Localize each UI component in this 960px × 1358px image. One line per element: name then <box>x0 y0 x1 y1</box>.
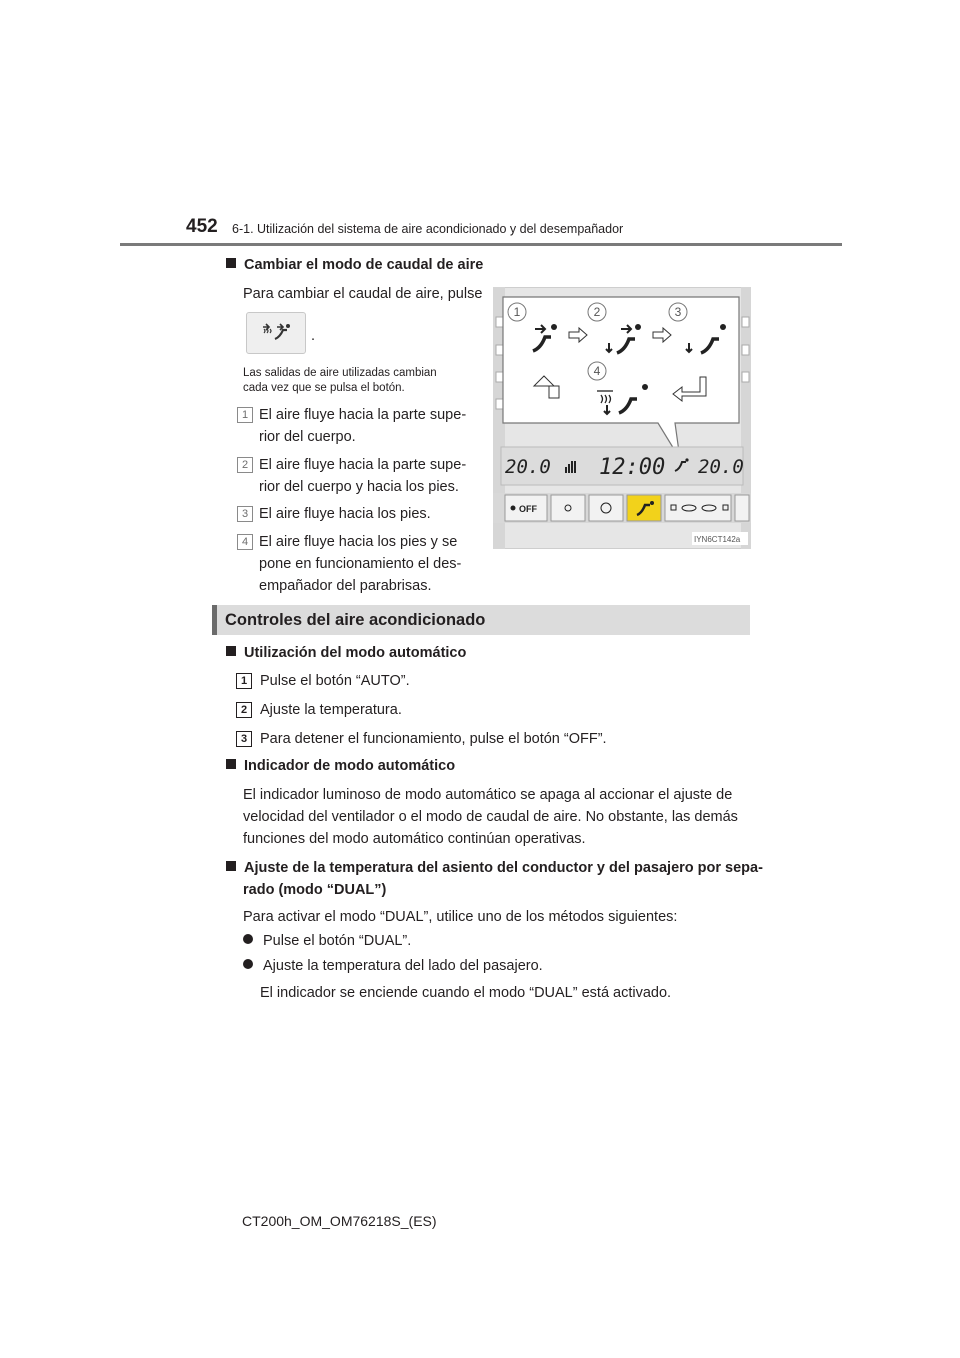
climate-panel-illustration <box>493 287 751 549</box>
step-number: 3 <box>236 731 252 747</box>
header-divider <box>120 243 842 246</box>
dual-mode-note: El indicador se enciende cuando el modo “DUAL” está activado. <box>260 985 672 1001</box>
list-item: El aire fluye hacia la parte supe- rior del cuerpo y hacia los pies. <box>259 457 467 495</box>
list-item: Ajuste la temperatura del lado del pasajero. <box>243 955 543 977</box>
step-number: 1 <box>236 673 252 689</box>
dual-mode-heading: Ajuste de la temperatura del asiento del conductor y del pasajero por sepa- rado (modo “DUAL”) <box>226 857 763 901</box>
footer-code: CT200h_OM_OM76218S_(ES) <box>242 1213 437 1229</box>
callout-1: 1 <box>513 305 521 319</box>
temp-left-readout: 20.0 <box>505 456 551 478</box>
item-number: 1 <box>237 407 253 423</box>
section-title: Controles del aire acondicionado <box>212 605 750 635</box>
climate-panel-figure <box>493 287 751 549</box>
bullet-dot-icon <box>243 959 253 969</box>
airflow-note-line2: cada vez que se pulsa el botón. <box>243 382 405 394</box>
figure-code: IYN6CT142a <box>694 535 741 544</box>
item-number: 3 <box>237 506 253 522</box>
airflow-heading: Cambiar el modo de caudal de aire <box>226 257 483 273</box>
airflow-mode-icon <box>247 313 305 353</box>
step-text: Pulse el botón “AUTO”. <box>260 673 410 689</box>
auto-mode-heading: Utilización del modo automático <box>226 645 466 661</box>
airflow-intro-end: . <box>311 328 316 344</box>
list-item: El aire fluye hacia la parte supe- rior del cuerpo. <box>259 407 467 445</box>
square-bullet-icon <box>226 861 236 871</box>
callout-2: 2 <box>593 305 601 319</box>
dual-mode-intro: Para activar el modo “DUAL”, utilice uno de los métodos siguientes: <box>243 909 678 925</box>
auto-indicator-heading: Indicador de modo automático <box>226 758 455 774</box>
square-bullet-icon <box>226 759 236 769</box>
item-number: 2 <box>237 457 253 473</box>
temp-right-readout: 20.0 <box>698 456 744 478</box>
step-number: 2 <box>236 702 252 718</box>
airflow-intro: Para cambiar el caudal de aire, pulse <box>243 286 483 302</box>
clock-readout: 12:00 <box>599 455 666 480</box>
step-text: Para detener el funcionamiento, pulse el botón “OFF”. <box>260 731 607 747</box>
page-number: 452 <box>186 216 218 237</box>
step-text: Ajuste la temperatura. <box>260 702 402 718</box>
item-number: 4 <box>237 534 253 550</box>
running-title: 6-1. Utilización del sistema de aire acondicionado y del desempañador <box>232 222 624 236</box>
off-label: OFF <box>519 504 537 514</box>
callout-3: 3 <box>674 305 682 319</box>
callout-4: 4 <box>593 364 601 378</box>
square-bullet-icon <box>226 646 236 656</box>
airflow-mode-button <box>246 312 306 354</box>
auto-indicator-body: El indicador luminoso de modo automático se apaga al accionar el ajuste de velocidad del ventilador o el modo de caudal de aire. No obstante, las demás funciones del modo automático continúan operativas. <box>243 787 738 847</box>
list-item: El aire fluye hacia los pies. <box>259 506 431 522</box>
square-bullet-icon <box>226 258 236 268</box>
airflow-note-line1: Las salidas de aire utilizadas cambian <box>243 367 437 379</box>
bullet-dot-icon <box>243 934 253 944</box>
list-item: El aire fluye hacia los pies y se pone en funcionamiento el des- empañador del parabrisas. <box>259 534 462 594</box>
list-item: Pulse el botón “DUAL”. <box>243 930 411 952</box>
